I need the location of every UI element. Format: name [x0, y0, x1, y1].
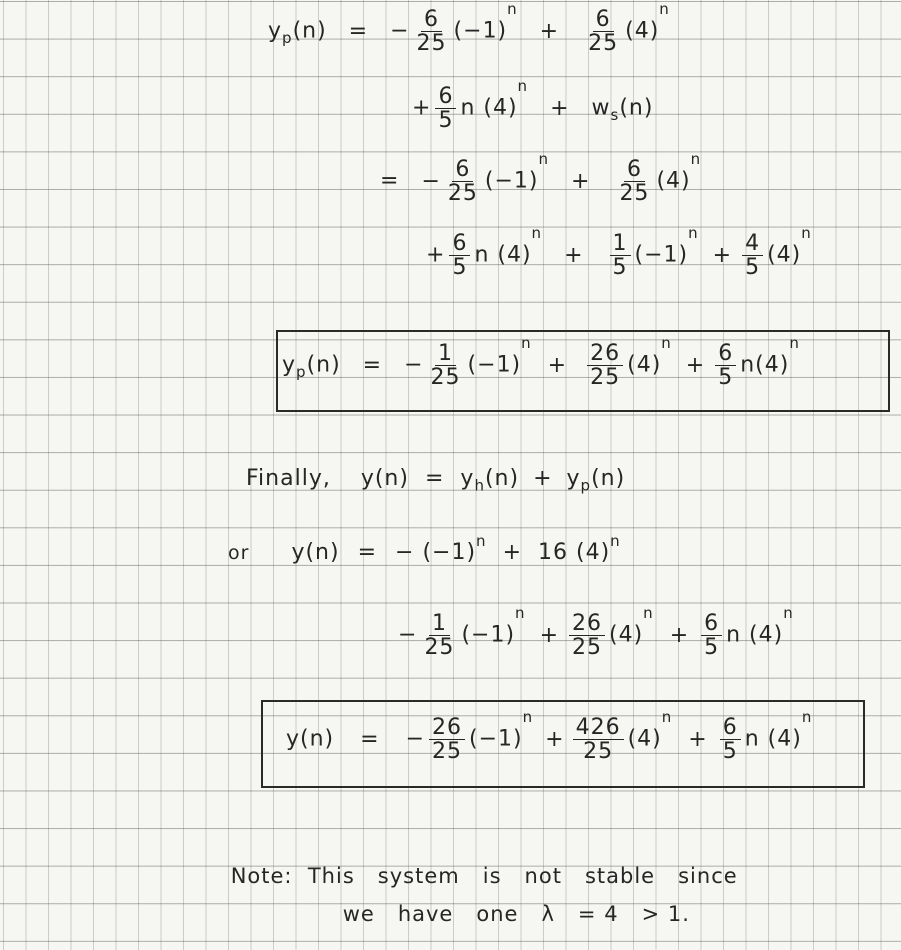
fraction	[573, 716, 624, 763]
subscript: p	[580, 476, 592, 495]
subscript: h	[474, 476, 485, 495]
numerator: 6	[452, 158, 473, 182]
exponent: n	[521, 334, 532, 352]
note-label: Note:	[230, 864, 293, 888]
lhs: y(n)	[360, 466, 409, 491]
numerator: 1	[435, 342, 456, 366]
denominator: 25	[447, 181, 478, 207]
equals-sign: =	[360, 726, 380, 752]
arg: (n)	[484, 466, 520, 491]
plus-sign: +	[685, 352, 706, 378]
var-w: w	[591, 95, 611, 121]
fraction	[421, 612, 457, 659]
term: (−1)	[453, 18, 508, 44]
note-line2	[312, 878, 690, 950]
plus-sign: +	[571, 168, 591, 194]
term: 16 (4)	[538, 540, 611, 565]
numerator: 1	[610, 232, 631, 256]
denominator: 25	[583, 739, 614, 765]
arg: (n)	[292, 18, 327, 44]
exponent: n	[522, 708, 534, 726]
word-finally: Finally,	[246, 466, 331, 491]
subscript: s	[610, 105, 620, 124]
term: (−1)	[469, 726, 523, 752]
eq-yp-boxed	[282, 334, 800, 391]
plus-sign: +	[539, 622, 559, 648]
plus-sign: +	[564, 242, 584, 268]
denominator: 25	[590, 365, 621, 391]
plus-sign: +	[550, 95, 570, 121]
term: (4)	[625, 18, 660, 44]
numerator: 26	[569, 612, 605, 636]
plus-sign: +	[545, 726, 565, 752]
numerator: 6	[715, 342, 736, 366]
numerator: 1	[429, 612, 450, 636]
term: (4)	[627, 352, 662, 378]
exponent: n	[690, 150, 702, 168]
denominator: 25	[572, 635, 602, 661]
exponent: n	[783, 604, 794, 622]
minus-sign: −	[390, 18, 410, 44]
denominator: 5	[722, 739, 738, 765]
plus-sign: +	[533, 466, 553, 491]
exponent: n	[789, 334, 800, 352]
numerator: 26	[587, 342, 623, 366]
denominator: 5	[612, 255, 628, 281]
fraction	[610, 232, 631, 279]
exponent: n	[515, 604, 526, 622]
denominator: 25	[619, 181, 650, 207]
subscript: p	[296, 362, 307, 381]
term: (−1)	[461, 622, 516, 648]
minus-sign: −	[404, 352, 424, 378]
fraction	[720, 716, 741, 763]
numerator: 6	[720, 716, 741, 740]
plus-sign: +	[547, 352, 568, 378]
term: (4)	[656, 168, 691, 194]
exponent: n	[643, 604, 654, 622]
fraction	[428, 342, 464, 389]
var-y: y	[282, 352, 297, 378]
fraction	[616, 158, 652, 205]
plus-sign: +	[426, 242, 446, 268]
plus-sign: +	[539, 18, 560, 44]
note-text-line2: we have one λ = 4 > 1.	[342, 902, 690, 926]
denominator: 25	[416, 31, 447, 57]
plus-sign: +	[502, 540, 522, 565]
term: n(4)	[740, 352, 790, 378]
denominator: 5	[718, 365, 734, 391]
denominator: 25	[430, 365, 461, 391]
fraction	[701, 612, 722, 659]
exponent: n	[659, 0, 670, 18]
exponent: n	[531, 224, 543, 242]
fraction	[742, 232, 763, 279]
denominator: 5	[745, 255, 761, 281]
numerator: 6	[421, 8, 442, 32]
fraction	[569, 612, 605, 659]
eq-final	[286, 708, 813, 765]
fraction	[587, 342, 623, 389]
denominator: 25	[432, 739, 463, 765]
fraction	[429, 716, 465, 763]
var-y: y	[566, 466, 581, 491]
equals-sign: =	[348, 18, 369, 44]
eq-yp-line2	[412, 77, 654, 134]
denominator: 25	[588, 31, 619, 57]
term: n (4)	[726, 622, 784, 648]
term: (4)	[767, 242, 802, 268]
numerator: 6	[435, 85, 456, 109]
plus-sign: +	[412, 95, 432, 121]
eq-or-line2	[398, 604, 794, 661]
numerator: 6	[701, 612, 722, 636]
arg: (n)	[306, 352, 341, 378]
lhs: y(n)	[286, 726, 335, 752]
exponent: n	[476, 532, 487, 550]
plus-sign: +	[669, 622, 690, 648]
var-y: y	[460, 466, 475, 491]
term: (−1)	[467, 352, 522, 378]
numerator: 4	[742, 232, 763, 256]
term: − (−1)	[395, 540, 477, 565]
exponent: n	[801, 708, 813, 726]
eq-yp-line4	[426, 224, 812, 281]
minus-sign: −	[398, 622, 418, 648]
var-y: y	[268, 18, 283, 44]
eq-yp-line1	[268, 0, 670, 57]
eq-or	[228, 532, 621, 565]
denominator: 5	[438, 108, 454, 134]
eq-yp-line3	[380, 150, 702, 207]
fraction	[715, 342, 736, 389]
subscript: p	[282, 28, 293, 47]
exponent: n	[801, 224, 812, 242]
lhs: y(n)	[291, 540, 340, 565]
fraction	[449, 232, 470, 279]
minus-sign: −	[421, 168, 441, 194]
exponent: n	[538, 150, 549, 168]
note-text-line1: This system is not stable since	[307, 864, 738, 888]
eq-finally	[246, 466, 625, 494]
arg: (n)	[619, 95, 654, 121]
exponent: n	[517, 77, 529, 95]
equals-sign: =	[362, 352, 383, 378]
arg: (n)	[591, 466, 626, 491]
term: (4)	[627, 726, 662, 752]
minus-sign: −	[405, 726, 426, 752]
fraction	[435, 85, 456, 132]
numerator: 6	[449, 232, 470, 256]
numerator: 426	[573, 716, 624, 740]
denominator: 5	[704, 635, 720, 661]
denominator: 25	[424, 635, 455, 661]
plus-sign: +	[712, 242, 733, 268]
denominator: 5	[452, 255, 468, 281]
numerator: 6	[624, 158, 645, 182]
exponent: n	[507, 0, 518, 18]
exponent: n	[688, 224, 699, 242]
fraction	[445, 158, 481, 205]
word-or: or	[228, 542, 250, 564]
term: (4)	[609, 622, 644, 648]
term: (−1)	[484, 168, 539, 194]
exponent: n	[610, 532, 621, 550]
equals-sign: =	[380, 168, 400, 194]
equals-sign: =	[424, 466, 445, 491]
equals-sign: =	[357, 540, 378, 565]
fraction	[414, 8, 450, 55]
term: n (4)	[744, 726, 802, 752]
plus-sign: +	[688, 726, 708, 752]
term: (−1)	[634, 242, 689, 268]
exponent: n	[661, 708, 673, 726]
numerator: 26	[429, 716, 465, 740]
term: n (4)	[474, 242, 532, 268]
numerator: 6	[593, 8, 614, 32]
term: n (4)	[460, 95, 518, 121]
fraction	[585, 8, 621, 55]
exponent: n	[661, 334, 672, 352]
